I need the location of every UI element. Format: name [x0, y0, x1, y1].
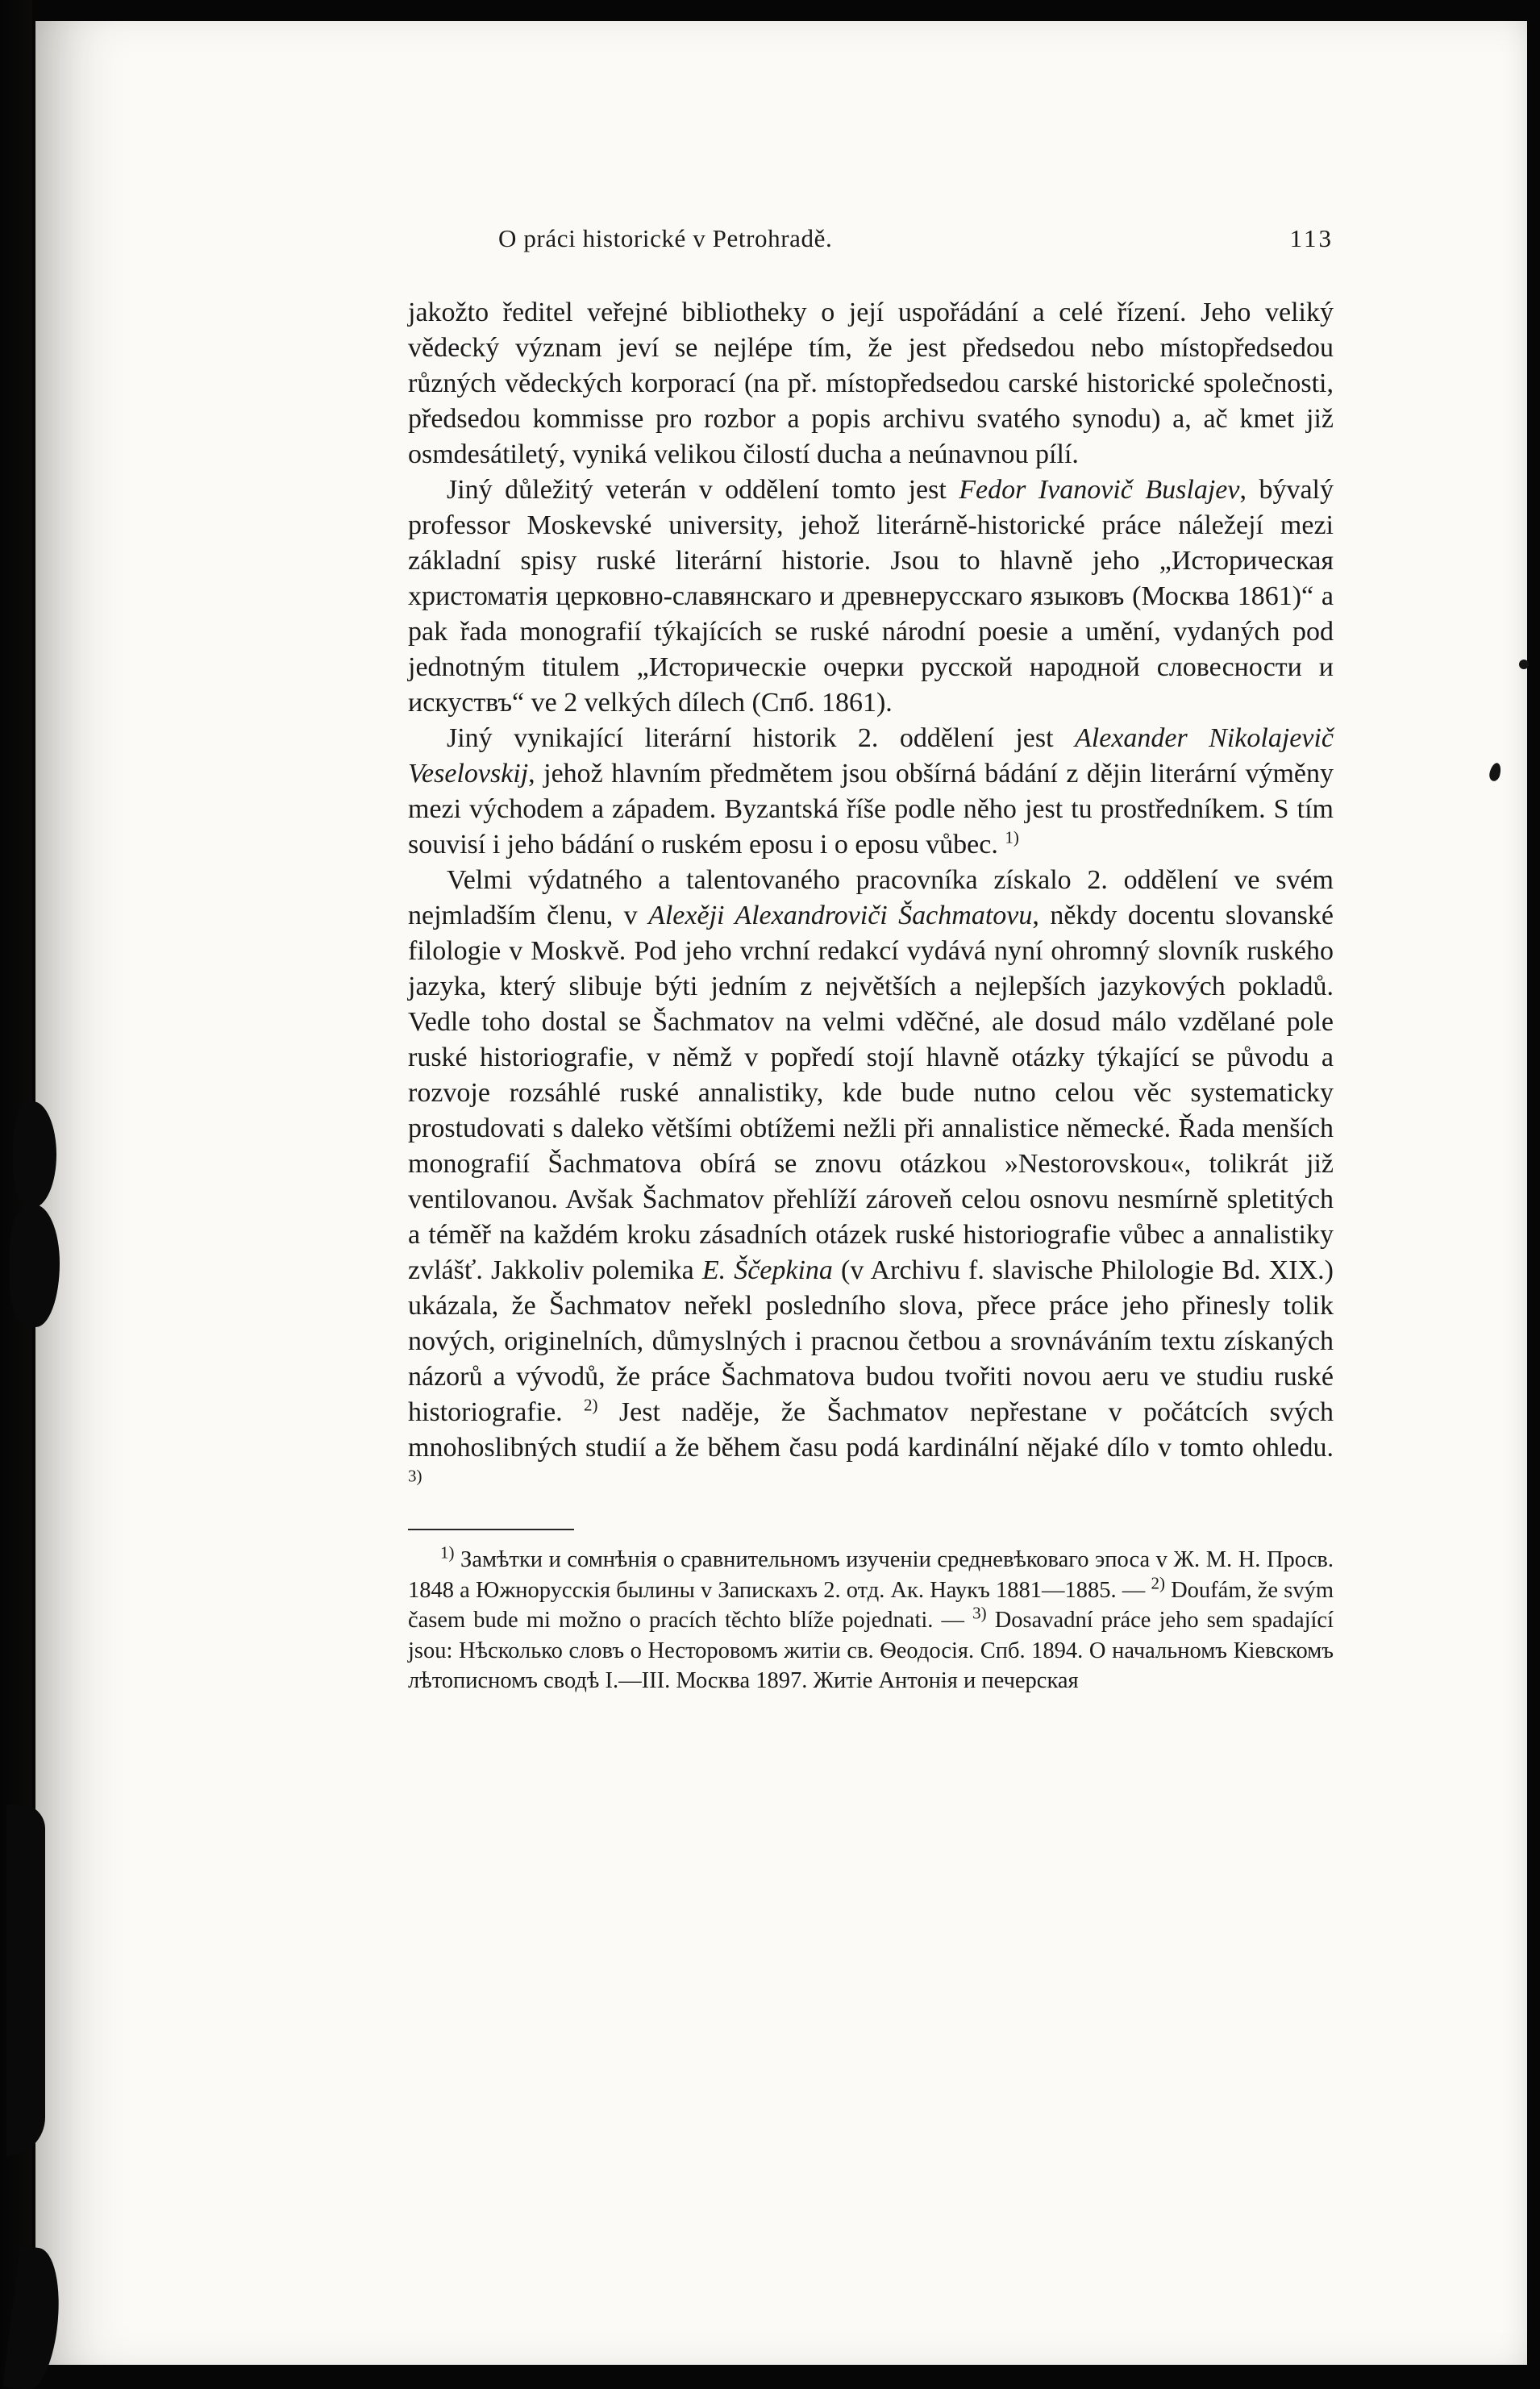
emphasized-name: Alexěji Alexandroviči Šachmatovu: [648, 901, 1033, 930]
text-block: [408, 224, 1334, 1696]
text-run: Doufám, že svým časem bude mi možno o pracích těchto blíže pojednati. —: [408, 1577, 1334, 1633]
emphasized-name: Alexander Nikolajevič Veselovskij: [408, 723, 1334, 789]
paragraph: [408, 295, 1334, 472]
scan-edge-blotch: [10, 1205, 60, 1327]
text-run: Jiný důležitý veterán v oddělení tomto jest: [447, 475, 959, 505]
text-run: Velmi výdatného a talentovaného pracovníka získalo 2. oddělení ve svém nejmladším členu, v: [408, 865, 1334, 930]
text-run: , někdy docentu slovanské filologie v Moskvě. Pod jeho vrchní redakcí vydává nyní ohromný slovník ruského jazyka, který slibuje býti jedním z největších a nejlepších jazykových pokladů. Vedle toho dostal se Šachmatov na velmi vděčné, ale dosud málo vzdělané pole ruské historiografie, v němž v popředí stojí hlavně otázky týkající se původu a rozvoje rozsáhlé ruské annalistiky, kde bude nutno celou věc systematicky prostudovati s daleko většími obtížemi nežli při annalistice německé. Řada menších monografií Šachmatova obírá se znovu otázkou »Nestorovskou«, tolikrát již ventilovanou. Avšak Šachmatov přehlíží zároveň celou osnovu nesmírně spletitých a téměř na každém kroku zásadních otázek ruské historiografie vůbec a annalistiky zvlášť. Jakkoliv polemika: [408, 901, 1334, 1285]
footnote-reference: 1): [440, 1542, 455, 1563]
text-run: Замѣтки и сомнѣнія о сравнительномъ изученіи средневѣковаго эпоса v Ж. М. Н. Просв. 1848 a Южнорусскія былины v Запискахъ 2. отд. Ак. Наукъ 1881—1885. —: [408, 1547, 1334, 1603]
emphasized-name: Fedor Ivanovič Buslajev: [959, 475, 1240, 505]
paragraph: [408, 472, 1334, 721]
scan-edge-blotch: [6, 1804, 45, 2156]
body-text: [408, 295, 1334, 1501]
page-header: [408, 224, 1334, 253]
text-run: Jest naděje, že Šachmatov nepřestane v počátcích svých mnohoslibných studií a že během času podá kardinální nějaké dílo v tomto ohledu.: [408, 1397, 1334, 1463]
footnotes-block: [408, 1542, 1334, 1696]
page-number: 113: [1289, 224, 1334, 252]
text-run: Dosavadní práce jeho sem spadající jsou: Нѣсколько словъ о Несторовомъ житіи св. Ѳеодосія. Спб. 1894. О начальномъ Кіевскомъ лѣтописномъ сводѣ I.—III. Москва 1897. Житіе Антонія и печерская: [408, 1608, 1334, 1693]
footnote-separator-rule: [408, 1529, 574, 1530]
emphasized-name: E. Ščepkina: [701, 1255, 833, 1285]
text-run: (v Archivu f. slavische Philologie Bd. XIX.) ukázala, že Šachmatov neřekl posledního slova, přece práce jeho přinesly tolik nových, originelních, důmyslných i pracnou četbou a srovnáváním textu získaných názorů a vývodů, že práce Šachmatova budou tvořiti novou aeru ve studiu ruské historiografie.: [408, 1255, 1334, 1427]
footnote-reference: 2): [1151, 1573, 1165, 1592]
footnote-reference: 3): [972, 1603, 987, 1623]
text-run: , bývalý professor Moskevské university, jehož literárně-historické práce náležejí mezi základní spisy ruské literární historie. Jsou to hlavně jeho „Историческая христоматія церковно-славянскаго и древнерусскаго языковъ (Москва 1861)“ a pak řada monografií týkajících se ruské národní poesie a umění, vydaných pod jednotným titulem „Историческіе очерки русской народной словесности и искуствъ“ ve 2 velkých dílech (Спб. 1861).: [408, 475, 1334, 718]
paragraph: [408, 863, 1334, 1501]
paper-page: [35, 21, 1527, 2365]
footnote-reference: 2): [584, 1395, 598, 1415]
running-title: O práci historické v Petrohradě.: [498, 224, 833, 252]
text-run: Jiný vynikající literární historik 2. oddělení jest: [447, 723, 1076, 753]
ink-speck: [1519, 660, 1529, 669]
text-run: , jehož hlavním předmětem jsou obšírná bádání z dějin literární výměny mezi východem a západem. Byzantská říše podle něho jest tu prostředníkem. S tím souvisí i jeho bádání o ruském eposu i o eposu vůbec.: [408, 759, 1334, 859]
paragraph: [408, 721, 1334, 863]
text-run: jakožto ředitel veřejné bibliotheky o její uspořádání a celé řízení. Jeho veliký vědecký význam jeví se nejlépe tím, že jest předsedou nebo místopředsedou různých vědeckých korporací (na př. místopředsedou carské historické společnosti, předsedou kommisse pro rozbor a popis archivu svatého synodu) a, ač kmet již osmdesátiletý, vyniká velikou čilostí ducha a neúnavnou pílí.: [408, 298, 1334, 469]
footnote-reference: 3): [408, 1466, 422, 1486]
footnote-reference: 1): [1005, 827, 1019, 847]
paragraph: [408, 1542, 1334, 1696]
